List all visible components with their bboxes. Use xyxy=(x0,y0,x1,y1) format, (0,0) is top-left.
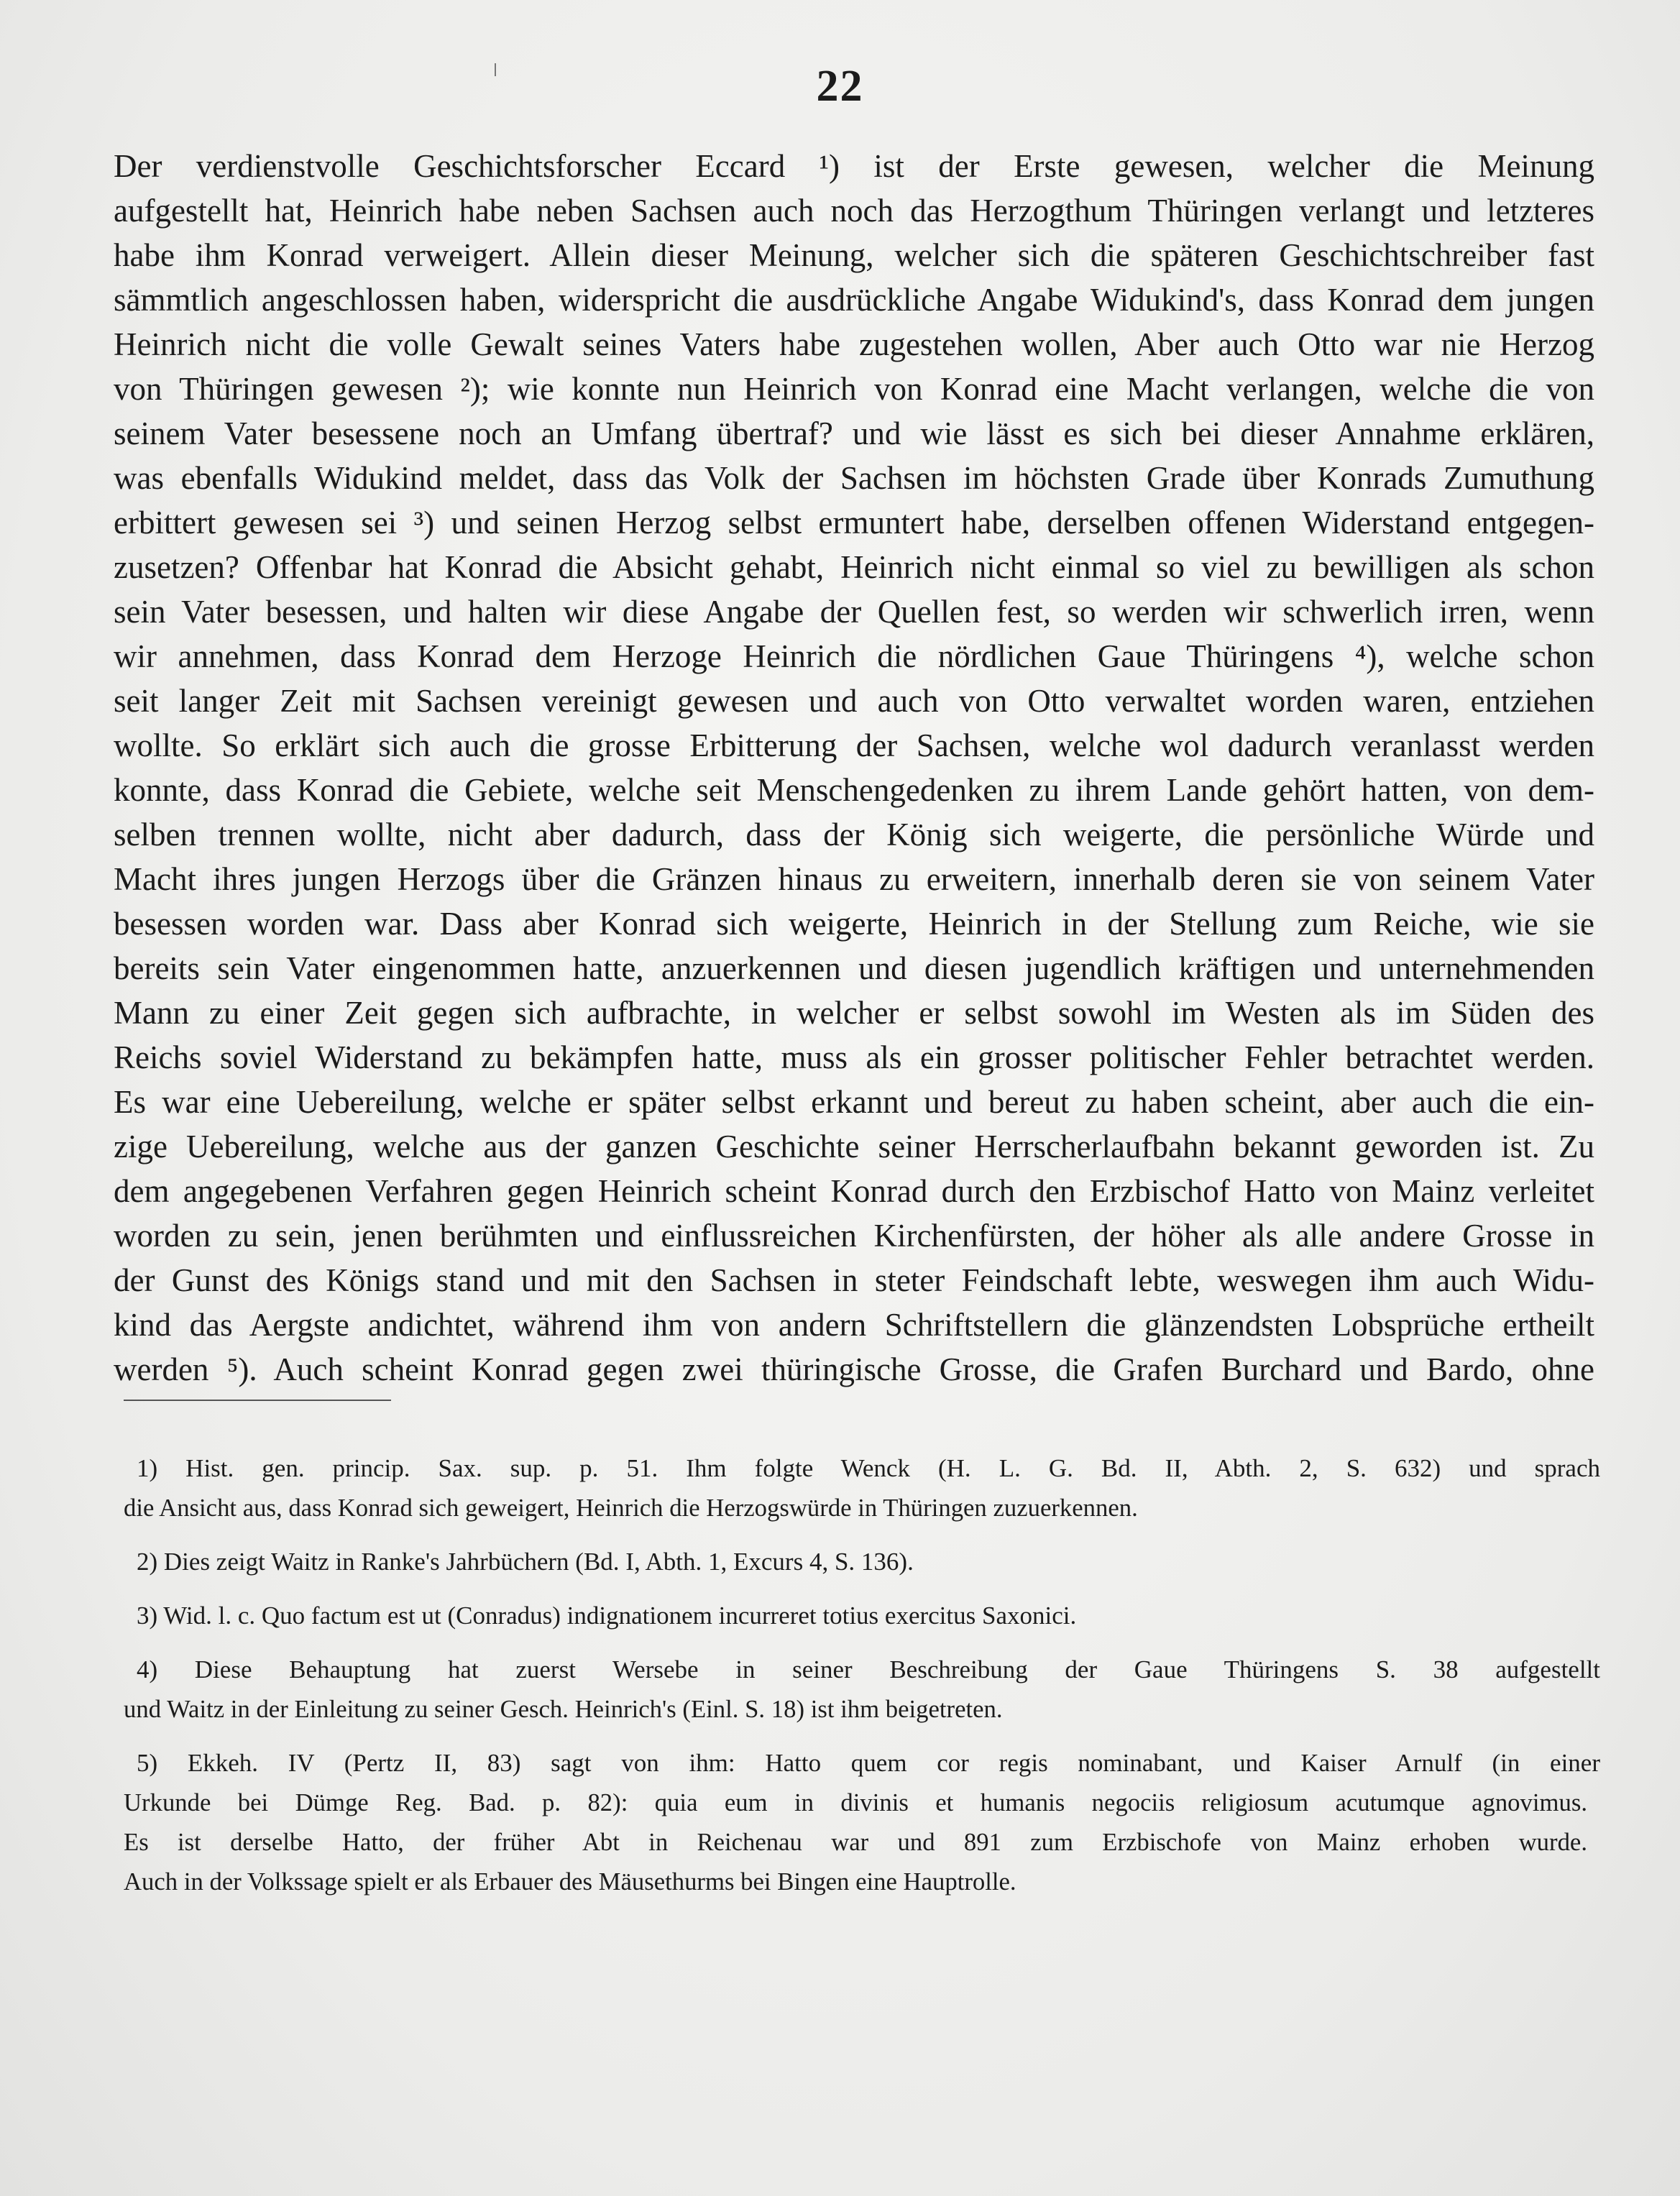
footnote-divider xyxy=(124,1400,391,1401)
body-line: worden zu sein, jenen berühmten und einflussreichen Kirchenfürsten, der höher als alle andere Grosse in xyxy=(114,1218,1594,1254)
body-line: seit langer Zeit mit Sachsen vereinigt gewesen und auch von Otto verwaltet worden waren, entziehen xyxy=(114,683,1594,719)
footnote-line: 4) Diese Behauptung hat zuerst Wersebe in seiner Beschreibung der Gaue Thüringens S. 38 aufgestellt xyxy=(137,1655,1600,1683)
footnote-line: 1) Hist. gen. princip. Sax. sup. p. 51. Ihm folgte Wenck (H. L. G. Bd. II, Abth. 2, S. 632) und sprach xyxy=(137,1454,1600,1482)
body-line: der Gunst des Königs stand und mit den Sachsen in steter Feindschaft lebte, weswegen ihm auch Widu- xyxy=(114,1262,1594,1298)
footnote-line: Auch in der Volkssage spielt er als Erbauer des Mäusethurms bei Bingen eine Hauptrolle. xyxy=(124,1867,1016,1896)
body-line: wir annehmen, dass Konrad dem Herzoge Heinrich die nördlichen Gaue Thüringens ⁴), welche schon xyxy=(114,638,1594,674)
body-line: seinem Vater besessene noch an Umfang übertraf? und wie lässt es sich bei dieser Annahme erklären, xyxy=(114,415,1594,451)
footnote-4 xyxy=(124,1650,1600,1729)
body-line: Heinrich nicht die volle Gewalt seines Vaters habe zugestehen wollen, Aber auch Otto war nie Herzog xyxy=(114,326,1594,362)
body-line: kind das Aergste andichtet, während ihm von andern Schriftstellern die glänzendsten Lobsprüche ertheilt xyxy=(114,1307,1594,1343)
footnote-line: die Ansicht aus, dass Konrad sich geweigert, Heinrich die Herzogswürde in Thüringen zuzuerkennen. xyxy=(124,1494,1138,1522)
body-line: werden ⁵). Auch scheint Konrad gegen zwei thüringische Grosse, die Grafen Burchard und Bardo, ohne xyxy=(114,1351,1594,1387)
footnote-5 xyxy=(124,1743,1600,1901)
body-line: Reichs soviel Widerstand zu bekämpfen hatte, muss als ein grosser politischer Fehler betrachtet werden. xyxy=(114,1039,1594,1075)
body-line: bereits sein Vater eingenommen hatte, anzuerkennen und diesen jugendlich kräftigen und unternehmenden xyxy=(114,950,1594,986)
body-line: sein Vater besessen, und halten wir diese Angabe der Quellen fest, so werden wir schwerlich irren, wenn xyxy=(114,594,1594,630)
body-line: wollte. So erklärt sich auch die grosse Erbitterung der Sachsen, welche wol dadurch veranlasst werden xyxy=(114,727,1594,763)
footnote-line: Urkunde bei Dümge Reg. Bad. p. 82): quia eum in divinis et humanis negociis religiosum acutumque agnovimus. xyxy=(124,1788,1587,1816)
body-line: Mann zu einer Zeit gegen sich aufbrachte, in welcher er selbst sowohl im Westen als im Süden des xyxy=(114,995,1594,1031)
footnote-1 xyxy=(124,1448,1600,1527)
page-number: 22 xyxy=(816,62,864,111)
body-line: Es war eine Uebereilung, welche er später selbst erkannt und bereut zu haben scheint, aber auch die ein- xyxy=(114,1084,1594,1120)
footnote-3 xyxy=(137,1596,1600,1635)
body-line: besessen worden war. Dass aber Konrad sich weigerte, Heinrich in der Stellung zum Reiche, wie sie xyxy=(114,906,1594,942)
body-line: dem angegebenen Verfahren gegen Heinrich scheint Konrad durch den Erzbischof Hatto von Mainz verleitet xyxy=(114,1173,1594,1209)
body-line: Der verdienstvolle Geschichtsforscher Eccard ¹) ist der Erste gewesen, welcher die Meinung xyxy=(114,148,1594,184)
body-line: zusetzen? Offenbar hat Konrad die Absicht gehabt, Heinrich nicht einmal so viel zu bewilligen als schon xyxy=(114,549,1594,585)
body-line: sämmtlich angeschlossen haben, widerspricht die ausdrückliche Angabe Widukind's, dass Konrad dem jungen xyxy=(114,282,1594,318)
body-line: selben trennen wollte, nicht aber dadurch, dass der König sich weigerte, die persönliche Würde und xyxy=(114,817,1594,853)
body-line: Macht ihres jungen Herzogs über die Gränzen hinaus zu erweitern, innerhalb deren sie von seinem Vater xyxy=(114,861,1594,897)
body-line: aufgestellt hat, Heinrich habe neben Sachsen auch noch das Herzogthum Thüringen verlangt und letzteres xyxy=(114,193,1594,229)
body-line: erbittert gewesen sei ³) und seinen Herzog selbst ermuntert habe, derselben offenen Widerstand entgegen- xyxy=(114,505,1594,541)
footnote-line: Es ist derselbe Hatto, der früher Abt in Reichenau war und 891 zum Erzbischofe von Mainz erhoben wurde. xyxy=(124,1828,1587,1856)
body-line: was ebenfalls Widukind meldet, dass das Volk der Sachsen im höchsten Grade über Konrads Zumuthung xyxy=(114,460,1594,496)
body-line: von Thüringen gewesen ²); wie konnte nun Heinrich von Konrad eine Macht verlangen, welche die von xyxy=(114,371,1594,407)
body-line: zige Uebereilung, welche aus der ganzen Geschichte seiner Herrscherlaufbahn bekannt geworden ist. Zu xyxy=(114,1129,1594,1164)
body-line: konnte, dass Konrad die Gebiete, welche seit Menschengedenken zu ihrem Lande gehört hatten, von dem- xyxy=(114,772,1594,808)
body-text xyxy=(114,144,1594,1392)
footnote-2 xyxy=(137,1542,1600,1581)
footnote-line: 3) Wid. l. c. Quo factum est ut (Conradus) indignationem incurreret totius exercitus Saxonici. xyxy=(137,1602,1077,1630)
footnote-line: 5) Ekkeh. IV (Pertz II, 83) sagt von ihm: Hatto quem cor regis nominabant, und Kaiser Arnulf (in einer xyxy=(137,1749,1600,1777)
footnotes xyxy=(124,1448,1600,1916)
body-line: habe ihm Konrad verweigert. Allein dieser Meinung, welcher sich die späteren Geschichtschreiber fast xyxy=(114,237,1594,273)
footnote-line: und Waitz in der Einleitung zu seiner Gesch. Heinrich's (Einl. S. 18) ist ihm beigetreten. xyxy=(124,1695,1003,1723)
footnote-line: 2) Dies zeigt Waitz in Ranke's Jahrbüchern (Bd. I, Abth. 1, Excurs 4, S. 136). xyxy=(137,1548,914,1576)
